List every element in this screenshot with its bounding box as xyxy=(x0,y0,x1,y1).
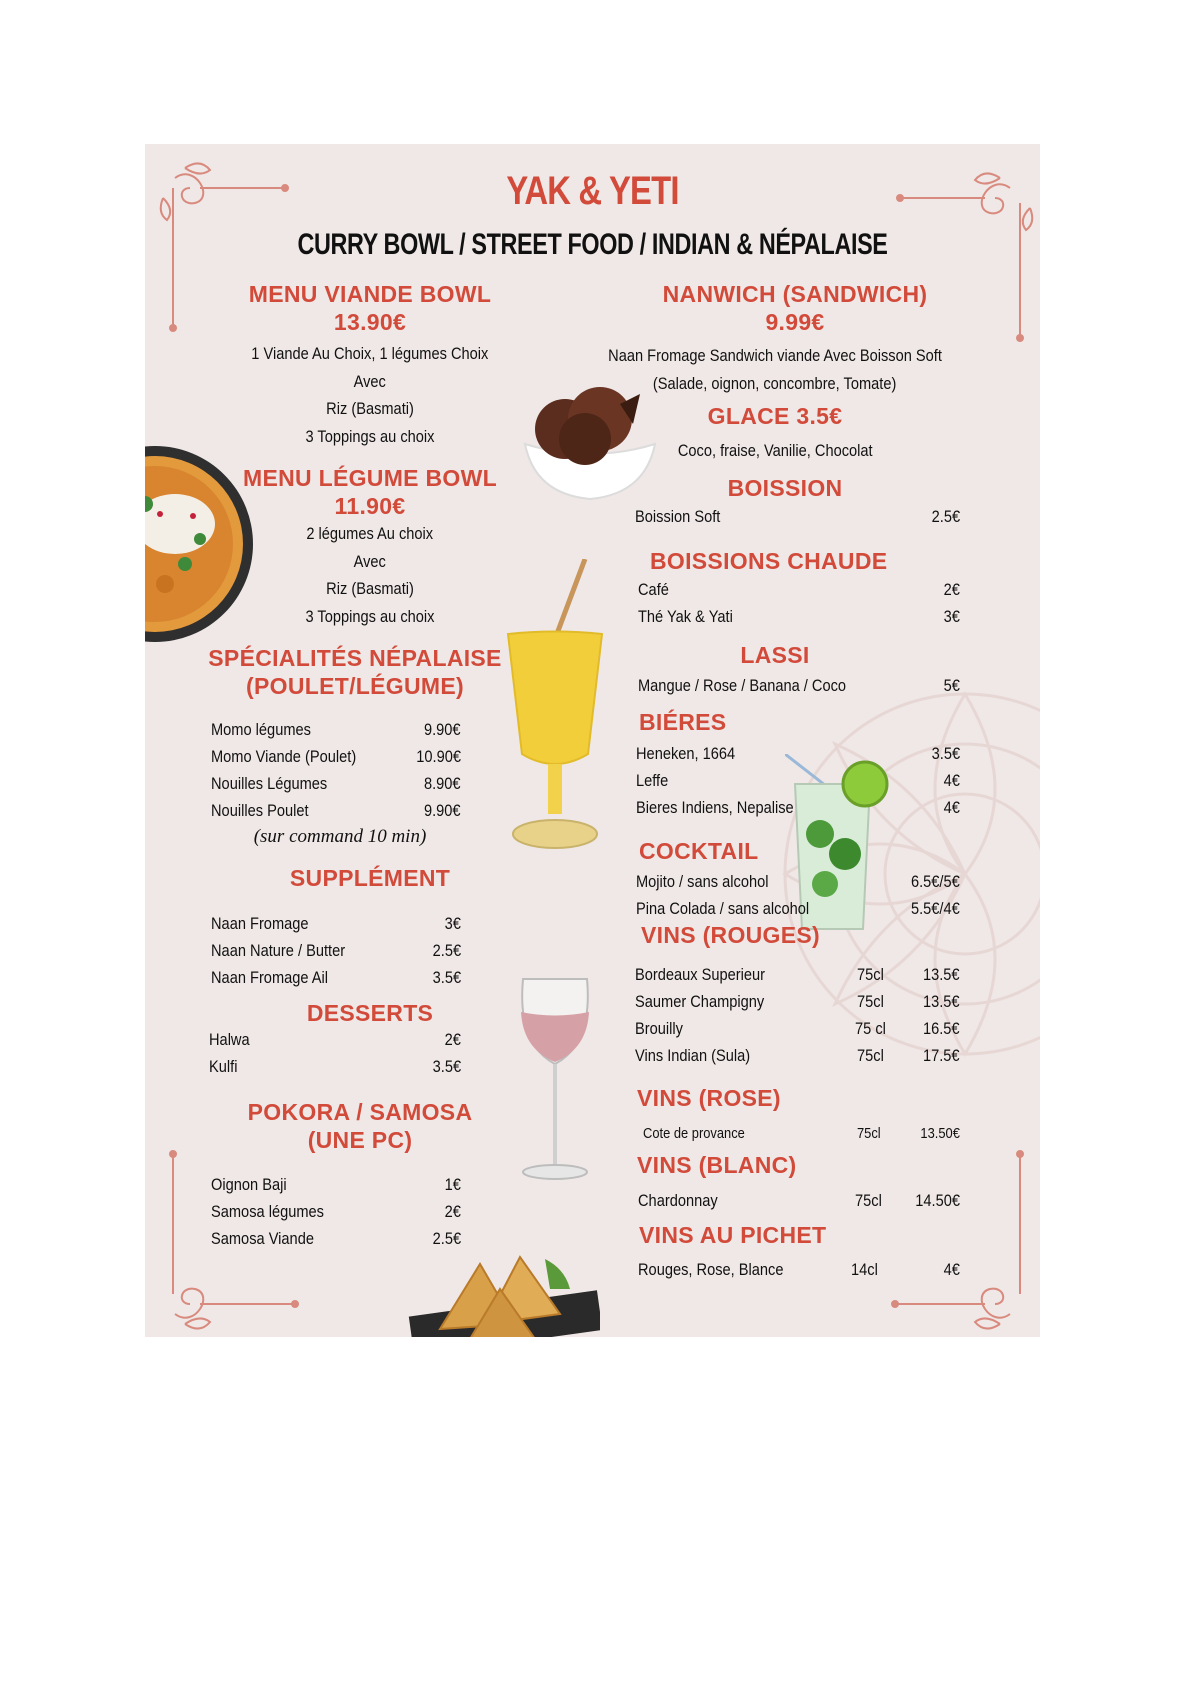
list-item: Kulfi 3.5€ xyxy=(209,1057,461,1076)
list-item: Naan Fromage 3€ xyxy=(211,914,461,933)
list-item: Halwa 2€ xyxy=(209,1030,461,1049)
list-item: Oignon Baji 1€ xyxy=(211,1175,461,1194)
list-item: Bieres Indiens, Nepalise 4€ xyxy=(636,798,960,817)
glace-flavors: Coco, fraise, Vanilie, Chocolat xyxy=(677,441,873,460)
nanwich-title: NANWICH (SANDWICH) xyxy=(662,281,928,307)
nanwich-description: Naan Fromage Sandwich viande Avec Boisson Soft (Salade, oignon, concombre, Tomate) xyxy=(608,346,942,393)
list-item: Momo Viande (Poulet) 10.90€ xyxy=(211,747,461,766)
vins-blanc-title: VINS (BLANC) xyxy=(637,1152,797,1178)
menu-legume-description: 2 légumes Au choix Avec Riz (Basmati) 3 Toppings au choix xyxy=(305,524,435,626)
table-row: Chardonnay 75cl 14.50€ xyxy=(638,1191,960,1210)
list-item: Boission Soft 2.5€ xyxy=(635,507,960,526)
table-row: Cote de provance 75cl 13.50€ xyxy=(643,1125,960,1142)
list-item: Samosa légumes 2€ xyxy=(211,1202,461,1221)
specialites-title-line1: SPÉCIALITÉS NÉPALAISE xyxy=(208,645,502,671)
list-item: Nouilles Poulet 9.90€ xyxy=(211,801,461,820)
list-item: Samosa Viande 2.5€ xyxy=(211,1229,461,1248)
specialites-note: (sur command 10 min) xyxy=(253,826,427,847)
boisson-title: BOISSION xyxy=(727,475,843,501)
lassi-title: LASSI xyxy=(740,642,810,668)
menu-viande-price: 13.90€ xyxy=(333,309,407,335)
menu-viande-title: MENU VIANDE BOWL xyxy=(248,281,492,307)
desserts-title: DESSERTS xyxy=(306,1000,434,1026)
corner-ornament-bottom-right xyxy=(885,1144,1040,1334)
list-item: Naan Nature / Butter 2.5€ xyxy=(211,941,461,960)
list-item: Leffe 4€ xyxy=(636,771,960,790)
vins-rose-title: VINS (ROSE) xyxy=(637,1085,781,1111)
list-item: Mangue / Rose / Banana / Coco 5€ xyxy=(638,676,960,695)
menu-viande-description: 1 Viande Au Choix, 1 légumes Choix Avec Riz (Basmati) 3 Toppings au choix xyxy=(251,344,489,446)
nanwich-price: 9.99€ xyxy=(765,309,825,335)
vins-rouges-title: VINS (ROUGES) xyxy=(641,922,820,948)
restaurant-subtitle: CURRY BOWL / STREET FOOD / INDIAN & NÉPALAISE xyxy=(297,228,888,261)
list-item: Momo légumes 9.90€ xyxy=(211,720,461,739)
list-item: Heneken, 1664 3.5€ xyxy=(636,744,960,763)
list-item: Naan Fromage Ail 3.5€ xyxy=(211,968,461,987)
table-row: Saumer Champigny 75cl 13.5€ xyxy=(635,992,960,1011)
table-row: Brouilly 75 cl 16.5€ xyxy=(635,1019,960,1038)
pokora-title-line2: (UNE PC) xyxy=(307,1127,413,1153)
bieres-title: BIÉRES xyxy=(639,709,727,735)
menu-legume-title: MENU LÉGUME BOWL xyxy=(243,465,497,491)
samosa-image xyxy=(400,1249,600,1337)
supplement-title: SUPPLÉMENT xyxy=(289,865,451,891)
pokora-title-line1: POKORA / SAMOSA xyxy=(247,1099,473,1125)
specialites-title-line2: (POULET/LÉGUME) xyxy=(246,673,464,699)
menu-legume-price: 11.90€ xyxy=(334,493,406,519)
vins-pichet-title: VINS AU PICHET xyxy=(639,1222,827,1248)
table-row: Rouges, Rose, Blance 14cl 4€ xyxy=(638,1260,960,1279)
list-item: Café 2€ xyxy=(638,580,960,599)
list-item: Mojito / sans alcohol 6.5€/5€ xyxy=(636,872,960,891)
table-row: Bordeaux Superieur 75cl 13.5€ xyxy=(635,965,960,984)
list-item: Thé Yak & Yati 3€ xyxy=(638,607,960,626)
list-item: Nouilles Légumes 8.90€ xyxy=(211,774,461,793)
lassi-glass-image xyxy=(500,559,610,869)
menu-card xyxy=(145,144,1040,1337)
table-row: Vins Indian (Sula) 75cl 17.5€ xyxy=(635,1046,960,1065)
list-item: Pina Colada / sans alcohol 5.5€/4€ xyxy=(636,899,960,918)
glace-title: GLACE 3.5€ xyxy=(707,403,843,429)
cocktail-title: COCKTAIL xyxy=(639,838,759,864)
wine-glass-image xyxy=(515,974,595,1184)
restaurant-title: YAK & YETI xyxy=(506,169,679,213)
chaude-title: BOISSIONS CHAUDE xyxy=(650,548,888,574)
